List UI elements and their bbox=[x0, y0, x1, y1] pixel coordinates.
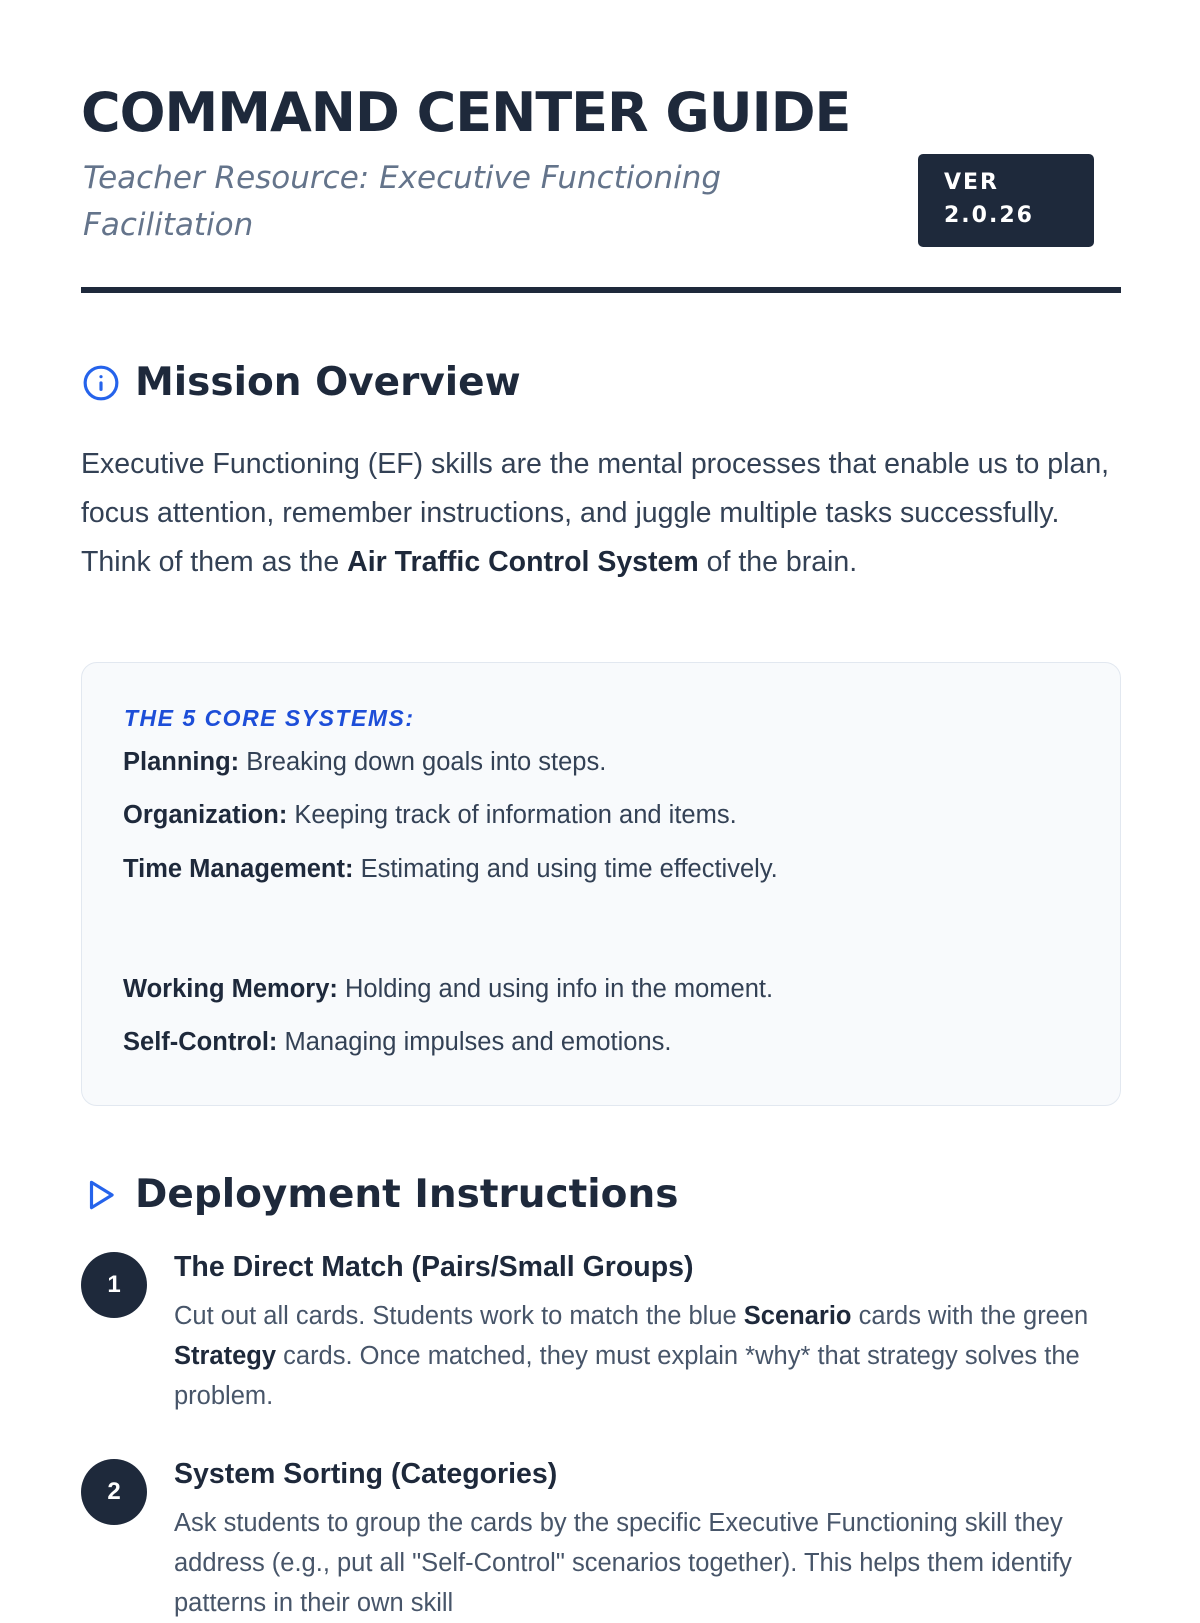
system-item-time-management bbox=[123, 852, 778, 886]
deployment-instructions-title: Deployment Instructions bbox=[135, 1172, 679, 1217]
mission-overview-heading bbox=[81, 360, 521, 405]
system-item-planning bbox=[123, 745, 606, 779]
overview-text-end: of the brain. bbox=[698, 546, 858, 578]
system-term: Planning: bbox=[123, 748, 240, 776]
system-item-organization bbox=[123, 798, 737, 832]
system-description: Managing impulses and emotions. bbox=[277, 1028, 672, 1056]
system-description: Holding and using info in the moment. bbox=[337, 975, 774, 1003]
step-number-badge: 1 bbox=[81, 1252, 147, 1318]
mission-overview-title: Mission Overview bbox=[135, 360, 521, 405]
system-term: Working Memory: bbox=[123, 975, 338, 1003]
info-icon bbox=[81, 363, 121, 403]
overview-highlight: Air Traffic Control System bbox=[347, 546, 699, 578]
play-icon bbox=[81, 1175, 121, 1215]
overview-text-start: Executive Functioning (EF) skills are the mental processes that enable us to plan, focus attention, remember instructions, and juggle multiple tasks successfully. Think of them as the bbox=[81, 448, 1110, 578]
step-title: The Direct Match (Pairs/Small Groups) bbox=[174, 1251, 694, 1283]
step-number-badge: 2 bbox=[81, 1459, 147, 1525]
strategy-term: Strategy bbox=[174, 1342, 277, 1370]
overview-paragraph bbox=[81, 440, 1121, 587]
system-item-working-memory bbox=[123, 972, 773, 1006]
document-subtitle: Teacher Resource: Executive Functioning Facilitation bbox=[83, 160, 722, 243]
step-text: cards with the green bbox=[851, 1302, 1089, 1330]
version-number: 2.0.26 bbox=[944, 203, 1034, 228]
scenario-term: Scenario bbox=[743, 1302, 852, 1330]
step-title: System Sorting (Categories) bbox=[174, 1458, 558, 1490]
step-description bbox=[174, 1296, 1119, 1416]
deployment-instructions-heading bbox=[81, 1172, 678, 1217]
step-description: Ask students to group the cards by the specific Executive Functioning skill they address (e.g., put all "Self-Control" scenarios together). This helps them identify patterns in their own skill bbox=[174, 1509, 1072, 1617]
system-item-self-control bbox=[123, 1025, 671, 1059]
system-term: Time Management: bbox=[123, 855, 354, 883]
system-description: Estimating and using time effectively. bbox=[353, 855, 778, 883]
core-systems-box bbox=[81, 662, 1121, 1106]
version-badge bbox=[918, 154, 1094, 247]
core-systems-label: THE 5 CORE SYSTEMS: bbox=[124, 705, 415, 731]
header-divider bbox=[81, 287, 1121, 293]
document-title: COMMAND CENTER GUIDE bbox=[81, 81, 851, 144]
system-term: Organization: bbox=[123, 801, 288, 829]
system-description: Keeping track of information and items. bbox=[287, 801, 737, 829]
step-text: Cut out all cards. Students work to match the blue bbox=[174, 1302, 744, 1330]
step-text: cards. Once matched, they must explain *why* that strategy solves the problem. bbox=[174, 1342, 1080, 1410]
system-description: Breaking down goals into steps. bbox=[239, 748, 607, 776]
system-term: Self-Control: bbox=[123, 1028, 278, 1056]
version-label: VER bbox=[944, 170, 999, 195]
